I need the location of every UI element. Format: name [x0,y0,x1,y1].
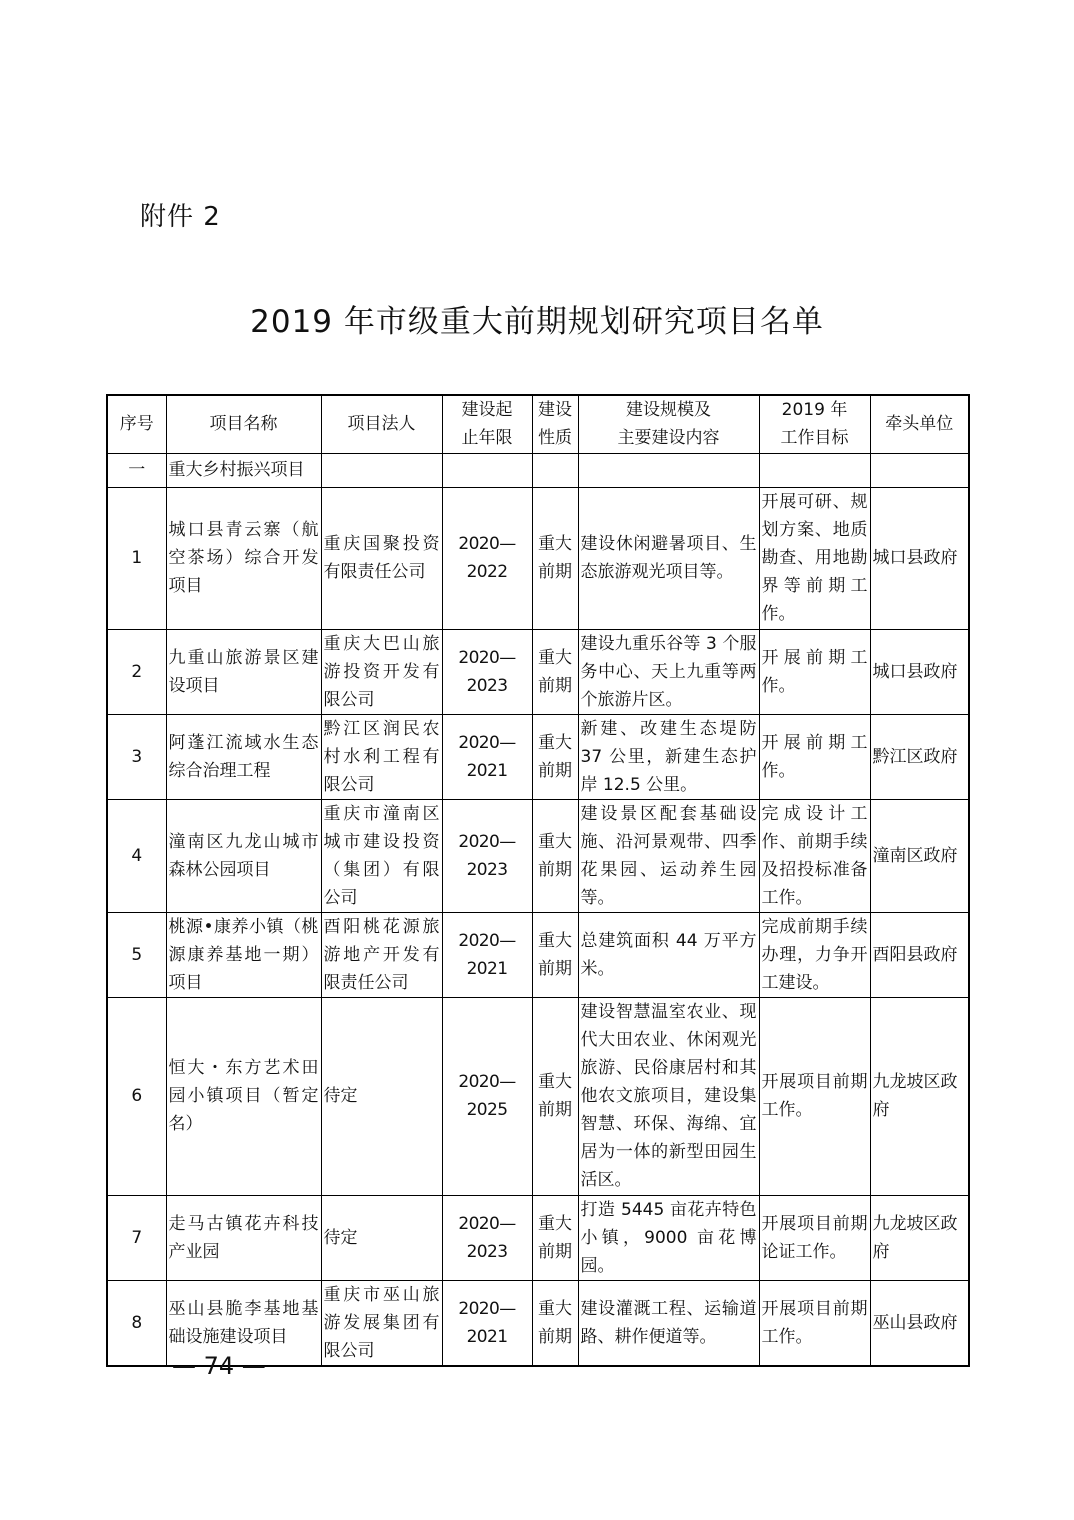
row-nature: 重大前期 [532,629,578,714]
project-table [106,394,970,1367]
row-nature: 重大前期 [532,714,578,799]
row-lead-unit: 潼南区政府 [870,799,969,912]
row-seq: 4 [107,799,166,912]
table-row [107,997,969,1195]
row-project-name: 恒大・东方艺术田园小镇项目（暂定名） [166,997,321,1195]
header-scale-line1: 建设规模及 [626,400,711,421]
row-content: 新建、改建生态堤防 37 公里，新建生态护岸 12.5 公里。 [578,714,759,799]
header-owner: 项目法人 [321,395,442,453]
row-period: 2020—2025 [442,997,532,1195]
row-content: 建设休闲避暑项目、生态旅游观光项目等。 [578,487,759,629]
table-row [107,1195,969,1280]
row-nature: 重大前期 [532,1280,578,1366]
row-owner: 待定 [321,1195,442,1280]
row-owner: 重庆市巫山旅游发展集团有限公司 [321,1280,442,1366]
row-period: 2020—2021 [442,714,532,799]
row-goal: 完成设计工作、前期手续及招投标准备工作。 [759,799,870,912]
row-project-name: 九重山旅游景区建设项目 [166,629,321,714]
row-owner: 重庆大巴山旅游投资开发有限公司 [321,629,442,714]
header-row [107,395,969,453]
row-owner: 待定 [321,997,442,1195]
row-seq: 2 [107,629,166,714]
header-seq: 序号 [107,395,166,453]
row-seq: 1 [107,487,166,629]
row-project-name: 阿蓬江流域水生态综合治理工程 [166,714,321,799]
document-title: 2019 年市级重大前期规划研究项目名单 [250,304,824,340]
row-goal: 完成前期手续办理，力争开工建设。 [759,912,870,997]
row-period: 2020—2022 [442,487,532,629]
row-period: 2020—2021 [442,912,532,997]
header-goal [759,395,870,453]
row-goal: 开展前期工作。 [759,629,870,714]
section-name: 重大乡村振兴项目 [166,453,321,487]
row-seq: 3 [107,714,166,799]
row-period: 2020—2023 [442,1195,532,1280]
header-scale-line2: 主要建设内容 [617,428,720,449]
table-row [107,799,969,912]
page-number: — 74 — [172,1352,266,1380]
row-owner: 重庆国聚投资有限责任公司 [321,487,442,629]
table-row [107,912,969,997]
header-goal-line2: 工作目标 [780,428,849,449]
header-lead: 牵头单位 [870,395,969,453]
row-goal: 开展可研、规划方案、地质勘查、用地勘界等前期工作。 [759,487,870,629]
section-row [107,453,969,487]
row-nature: 重大前期 [532,912,578,997]
row-goal: 开展项目前期工作。 [759,1280,870,1366]
row-project-name: 潼南区九龙山城市森林公园项目 [166,799,321,912]
row-content: 建设景区配套基础设施、沿河景观带、四季花果园、运动养生园等。 [578,799,759,912]
row-period: 2020—2023 [442,629,532,714]
row-seq: 5 [107,912,166,997]
header-scale [578,395,759,453]
row-owner: 重庆市潼南区城市建设投资（集团）有限公司 [321,799,442,912]
row-content: 建设智慧温室农业、现代大田农业、休闲观光旅游、民俗康居村和其他农文旅项目，建设集智慧、环保、海绵、宜居为一体的新型田园生活区。 [578,997,759,1195]
row-owner: 黔江区润民农村水利工程有限公司 [321,714,442,799]
row-content: 总建筑面积 44 万平方米。 [578,912,759,997]
row-content: 建设九重乐谷等 3 个服务中心、天上九重等两个旅游片区。 [578,629,759,714]
header-nature-line2: 性质 [538,428,572,449]
row-project-name: 巫山县脆李基地基础设施建设项目 [166,1280,321,1366]
row-lead-unit: 城口县政府 [870,629,969,714]
header-nature [532,395,578,453]
header-period-line1: 建设起 [461,400,513,421]
row-period: 2020—2021 [442,1280,532,1366]
row-lead-unit: 黔江区政府 [870,714,969,799]
row-project-name: 走马古镇花卉科技产业园 [166,1195,321,1280]
header-nature-line1: 建设 [538,400,572,421]
row-nature: 重大前期 [532,997,578,1195]
header-name: 项目名称 [166,395,321,453]
row-content: 打造 5445 亩花卉特色小镇，9000 亩花博园。 [578,1195,759,1280]
row-lead-unit: 九龙坡区政府 [870,997,969,1195]
row-lead-unit: 酉阳县政府 [870,912,969,997]
row-lead-unit: 城口县政府 [870,487,969,629]
header-period-line2: 止年限 [461,428,513,449]
row-project-name: 城口县青云寨（航空茶场）综合开发项目 [166,487,321,629]
row-seq: 8 [107,1280,166,1366]
table-row [107,629,969,714]
header-period [442,395,532,453]
row-nature: 重大前期 [532,1195,578,1280]
row-goal: 开展前期工作。 [759,714,870,799]
row-seq: 7 [107,1195,166,1280]
attachment-label: 附件 2 [140,202,221,232]
row-lead-unit: 巫山县政府 [870,1280,969,1366]
row-lead-unit: 九龙坡区政府 [870,1195,969,1280]
table-row [107,487,969,629]
row-project-name: 桃源•康养小镇（桃源康养基地一期）项目 [166,912,321,997]
row-goal: 开展项目前期工作。 [759,997,870,1195]
row-owner: 酉阳桃花源旅游地产开发有限责任公司 [321,912,442,997]
header-goal-line1: 2019 年 [781,400,848,421]
row-nature: 重大前期 [532,799,578,912]
row-content: 建设灌溉工程、运输道路、耕作便道等。 [578,1280,759,1366]
row-goal: 开展项目前期论证工作。 [759,1195,870,1280]
table-row [107,714,969,799]
row-nature: 重大前期 [532,487,578,629]
row-period: 2020—2023 [442,799,532,912]
row-seq: 6 [107,997,166,1195]
section-seq: 一 [107,453,166,487]
